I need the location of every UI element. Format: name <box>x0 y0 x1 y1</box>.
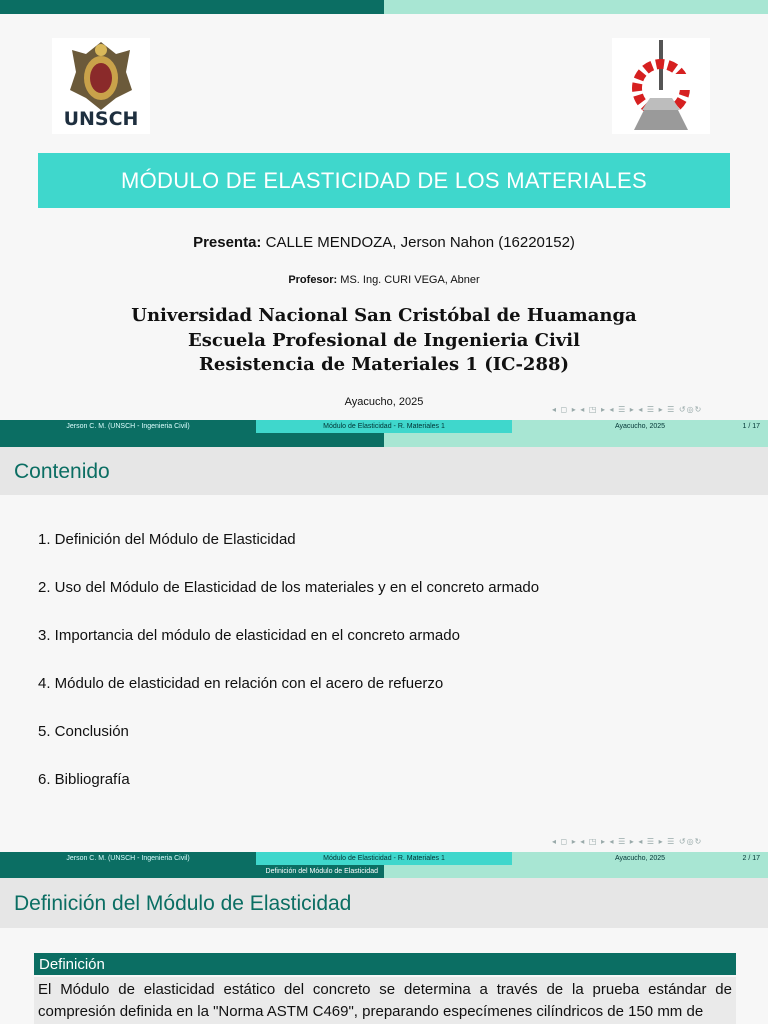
unsch-logo <box>52 38 150 134</box>
frame-title-bar <box>0 878 768 928</box>
table-of-contents <box>38 531 539 819</box>
presenter-name: CALLE MENDOZA, Jerson Nahon (16220152) <box>265 234 575 251</box>
frame-title: Contenido <box>14 460 110 483</box>
professor-line <box>0 274 768 286</box>
toc-item[interactable]: 6. Bibliografía <box>38 771 130 788</box>
institution-course: Resistencia de Materiales 1 (IC-288) <box>198 354 570 375</box>
progress-bar <box>0 433 768 447</box>
section-navigation-bar <box>0 865 768 878</box>
unsch-logo-text: UNSCH <box>63 108 139 130</box>
footer-title: Módulo de Elasticidad - R. Materiales 1 <box>256 852 512 865</box>
institution-school: Escuela Profesional de Ingenieria Civil <box>188 330 580 351</box>
presentation-title: MÓDULO DE ELASTICIDAD DE LOS MATERIALES <box>121 167 647 193</box>
beamer-navigation-icons[interactable]: ◂ ◻ ▸ ◂ ◳ ▸ ◂ ☰ ▸ ◂ ☰ ▸ ☰ ↺◎↻ <box>552 837 703 846</box>
presenter-label: Presenta: <box>193 234 262 251</box>
beamer-navigation-icons[interactable]: ◂ ◻ ▸ ◂ ◳ ▸ ◂ ☰ ▸ ◂ ☰ ▸ ☰ ↺◎↻ <box>552 405 703 414</box>
professor-name: MS. Ing. CURI VEGA, Abner <box>340 274 480 286</box>
toc-item[interactable]: 2. Uso del Módulo de Elasticidad de los materiales y en el concreto armado <box>38 579 540 596</box>
definition-block-title: Definición <box>34 953 736 975</box>
definition-block-body: El Módulo de elasticidad estático del concreto se determina a través de la prueba estándar de compresión definida en la "Norma ASTM C469", preparando especímenes cilíndricos de 150 mm de <box>34 977 736 1024</box>
progress-bar <box>0 0 768 14</box>
institution-university: Universidad Nacional San Cristóbal de Huamanga <box>131 305 637 326</box>
toc-item[interactable]: 1. Definición del Módulo de Elasticidad <box>38 531 296 548</box>
presenter-line <box>0 234 768 251</box>
footer-page-number: 1 / 17 <box>742 423 760 430</box>
footer-author: Jerson C. M. (UNSCH - Ingenieria Civil) <box>0 420 256 433</box>
footer-date-page <box>512 420 768 433</box>
footer-author: Jerson C. M. (UNSCH - Ingenieria Civil) <box>0 852 256 865</box>
title-slide <box>0 0 768 433</box>
toc-item[interactable]: 4. Módulo de elasticidad en relación con el acero de refuerzo <box>38 675 444 692</box>
presentation-date: Ayacucho, 2025 <box>344 396 424 408</box>
current-section-label[interactable]: Definición del Módulo de Elasticidad <box>0 865 384 878</box>
civil-engineering-logo <box>612 38 710 134</box>
frame-title: Definición del Módulo de Elasticidad <box>14 892 352 915</box>
contents-slide <box>0 433 768 865</box>
toc-item[interactable]: 5. Conclusión <box>38 723 129 740</box>
toc-item[interactable]: 3. Importancia del módulo de elasticidad en el concreto armado <box>38 627 460 644</box>
footer-date: Ayacucho, 2025 <box>614 423 666 430</box>
footer-title: Módulo de Elasticidad - R. Materiales 1 <box>256 420 512 433</box>
footer-page-number: 2 / 17 <box>742 855 760 862</box>
frame-title-bar <box>0 447 768 495</box>
footer-date: Ayacucho, 2025 <box>614 855 666 862</box>
definition-slide <box>0 865 768 1024</box>
footer-date-page <box>512 852 768 865</box>
title-banner <box>38 153 730 208</box>
slide-footer <box>0 420 768 433</box>
professor-label: Profesor: <box>288 274 338 286</box>
slide-footer <box>0 852 768 865</box>
